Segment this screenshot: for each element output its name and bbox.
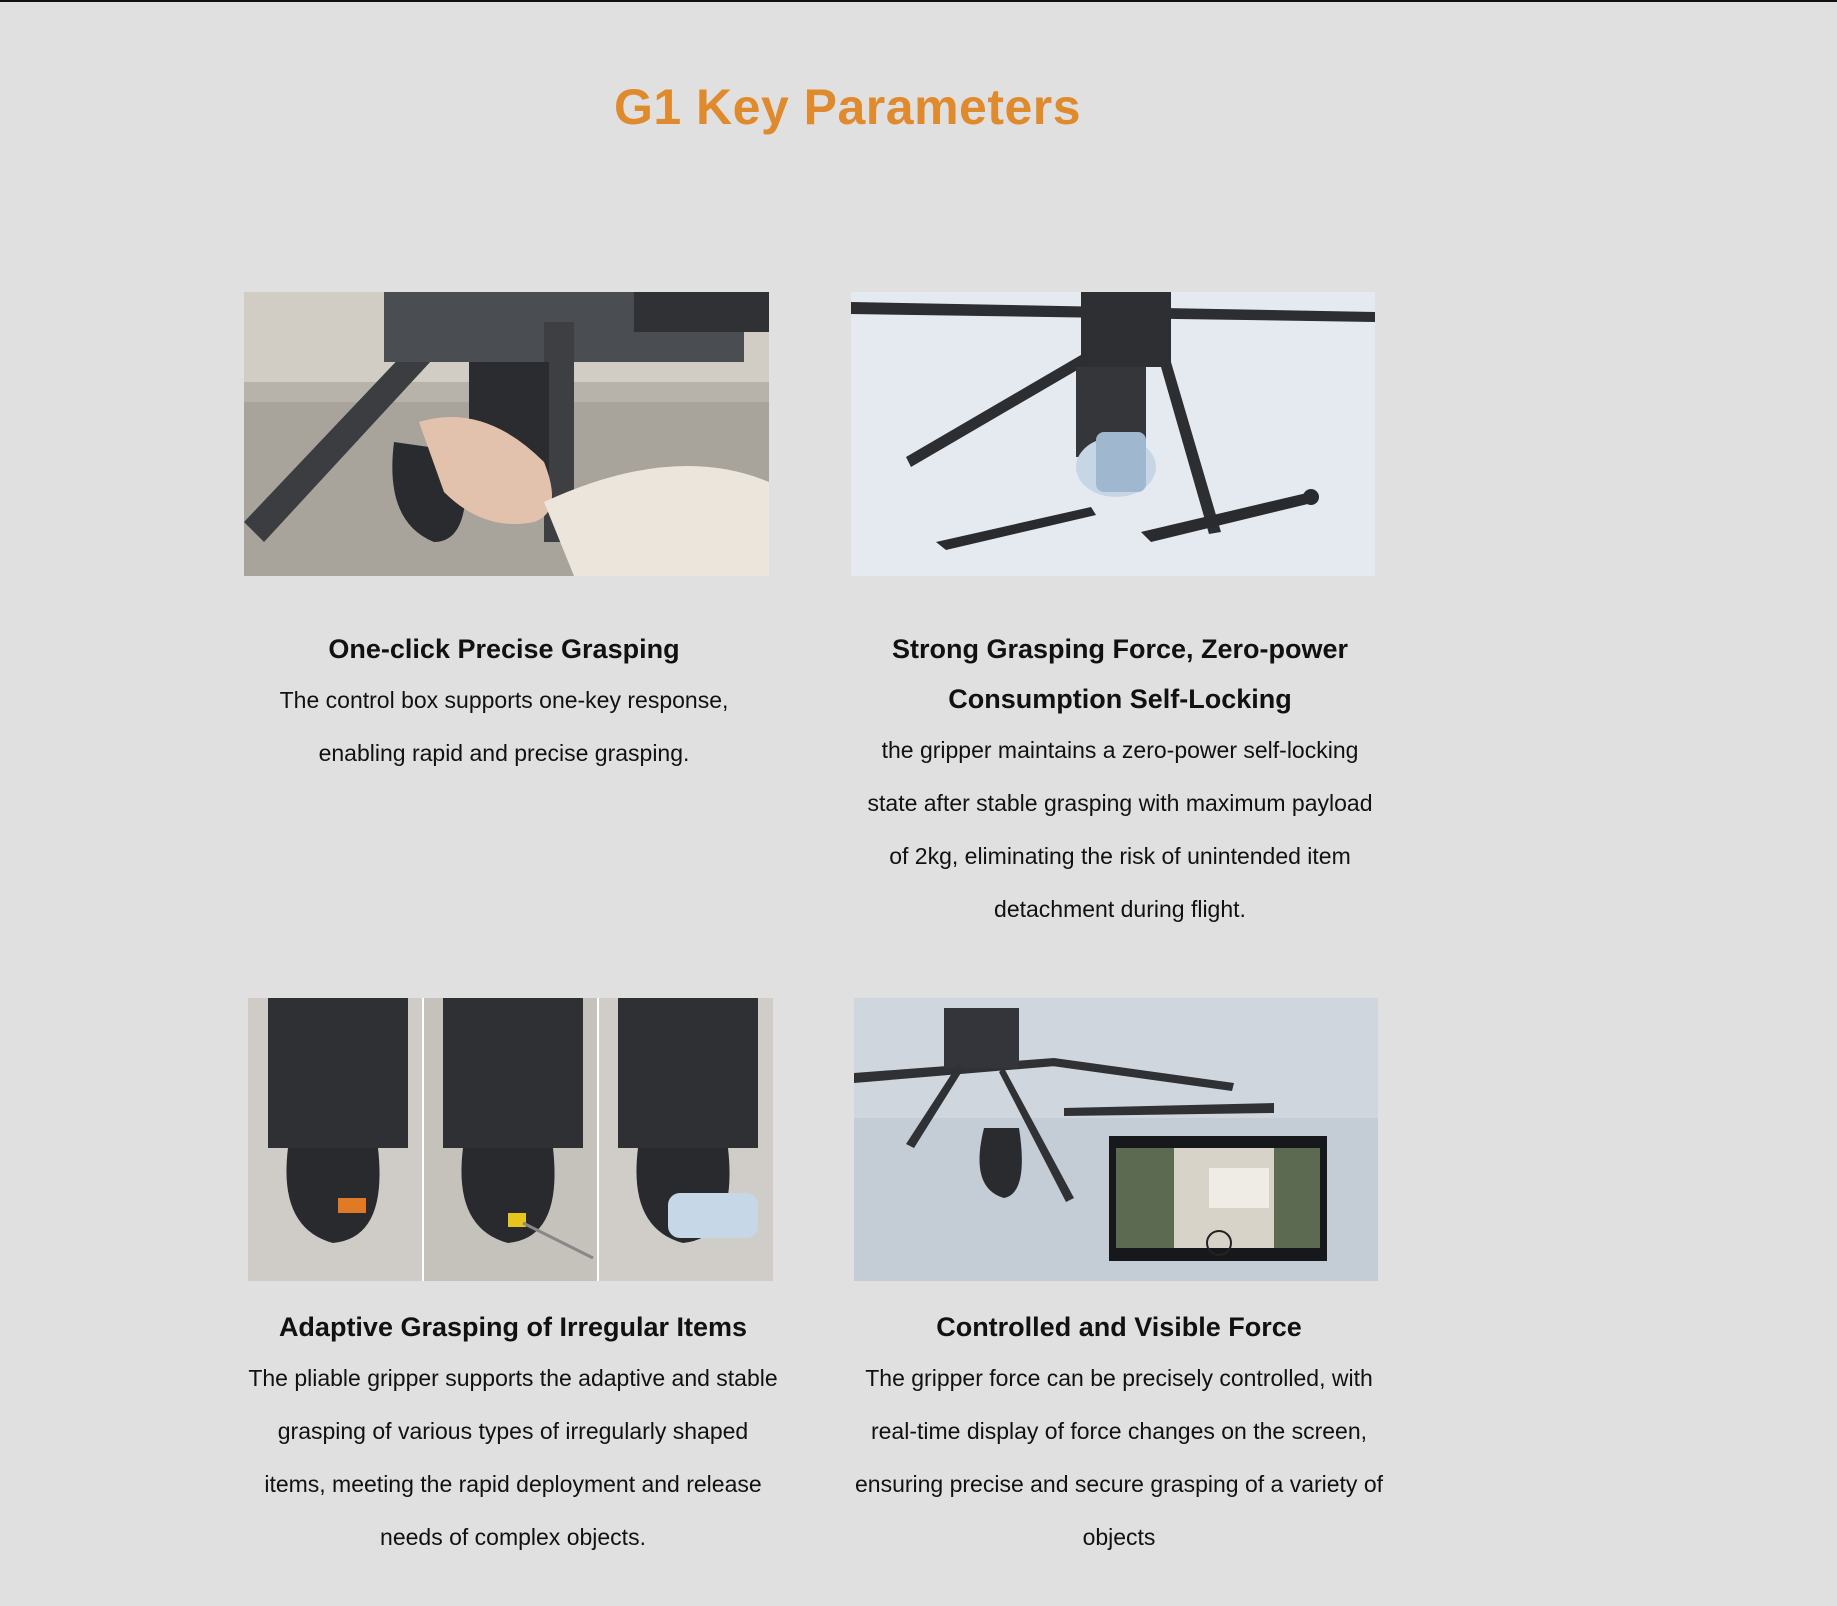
feature-title: Adaptive Grasping of Irregular Items [278,1312,748,1342]
drone-with-bottle-photo [851,292,1375,576]
feature-description: The gripper force can be precisely controlled, with real-time display of force changes on the screen, ensuring precise and secure grasping of a variety of objects [854,1365,1384,1550]
feature-description: The pliable gripper supports the adaptive and stable grasping of various types of irregularly shaped items, meeting the rapid deployment and release needs of complex objects. [248,1365,778,1550]
feature-description: The control box supports one-key response, enabling rapid and precise grasping. [279,687,729,766]
feature-title: Controlled and Visible Force [936,1312,1302,1342]
drone-with-screen-photo [854,998,1378,1281]
top-border-line [0,0,1837,2]
feature-description: the gripper maintains a zero-power self-locking state after stable grasping with maximum payload of 2kg, eliminating the risk of unintended item detachment during flight. [867,737,1373,922]
feature-title: Strong Grasping Force, Zero-power Consumption Self-Locking [891,634,1349,714]
gripper-items-photo [248,998,773,1281]
section-title: G1 Key Parameters [613,79,1082,135]
feature-title: One-click Precise Grasping [328,634,680,664]
gripper-hand-photo [244,292,769,576]
